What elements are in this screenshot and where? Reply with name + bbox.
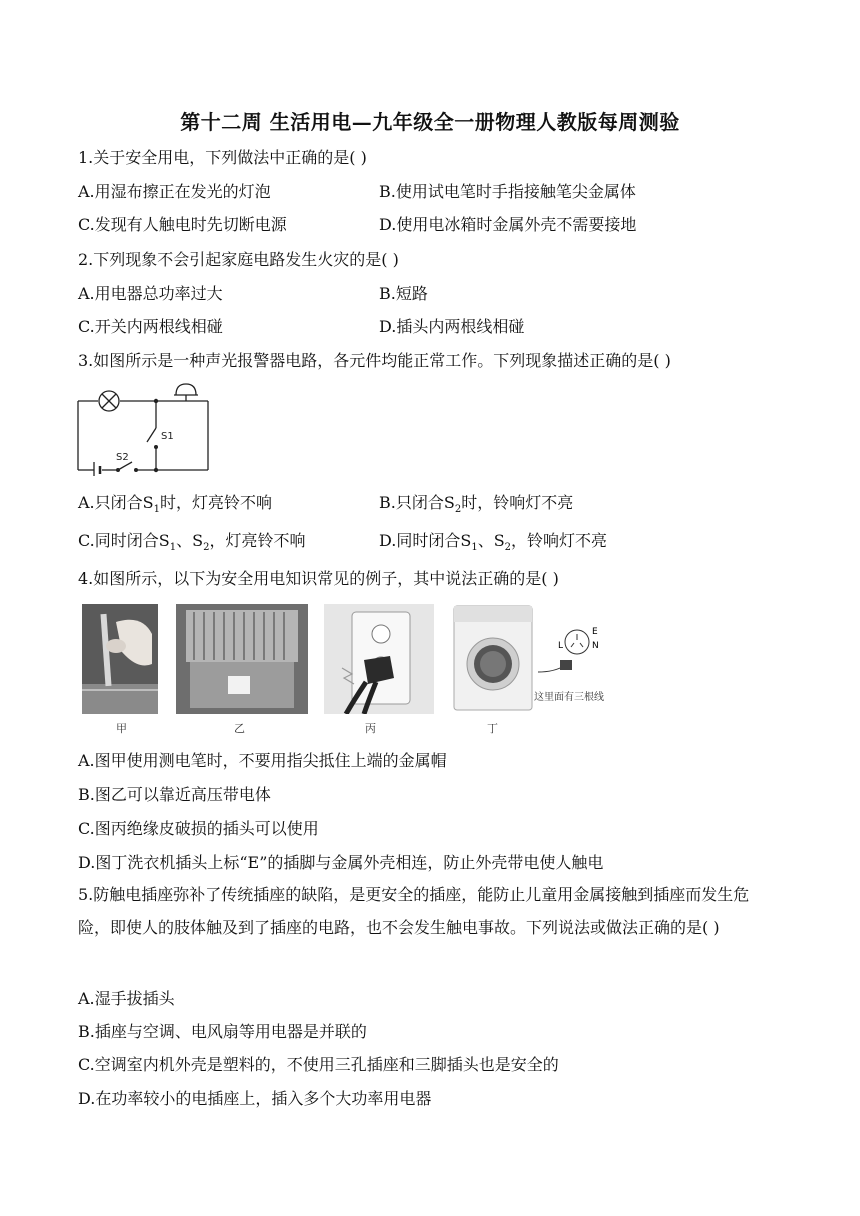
caption-yi: 乙 xyxy=(234,722,245,735)
bell-icon xyxy=(174,384,198,401)
question-4-option-d: D.图丁洗衣机插头上标“E”的插脚与金属外壳相连，防止外壳带电使人触电 xyxy=(78,853,604,872)
question-2-option-a: A.用电器总功率过大 xyxy=(78,284,223,303)
test-pen-photo xyxy=(82,604,158,714)
alarm-circuit-diagram xyxy=(74,380,214,476)
question-4-option-c: C.图丙绝缘皮破损的插头可以使用 xyxy=(78,819,319,838)
switch-s2-label: S2 xyxy=(116,452,129,463)
question-4-option-a: A.图甲使用测电笔时，不要用指尖抵住上端的金属帽 xyxy=(78,751,447,770)
plug-label-l: L xyxy=(558,641,564,651)
question-1-option-c: C.发现有人触电时先切断电源 xyxy=(78,215,287,234)
question-3-stem: 3.如图所示是一种声光报警器电路，各元件均能正常工作。下列现象描述正确的是( ) xyxy=(78,351,671,370)
question-5-option-a: A.湿手拔插头 xyxy=(78,989,175,1008)
caption-bing: 丙 xyxy=(365,722,376,735)
page-title: 第十二周 生活用电—九年级全一册物理人教版每周测验 xyxy=(180,110,680,134)
question-5-option-b: B.插座与空调、电风扇等用电器是并联的 xyxy=(78,1022,367,1041)
question-2-option-d: D.插头内两根线相碰 xyxy=(379,317,525,336)
switch-s1-label: S1 xyxy=(161,431,174,442)
question-2-option-c: C.开关内两根线相碰 xyxy=(78,317,223,336)
question-2-stem: 2.下列现象不会引起家庭电路发生火灾的是( ) xyxy=(78,250,399,269)
three-pin-plug-diagram xyxy=(534,620,624,690)
caption-ding: 丁 xyxy=(487,722,498,735)
washer-note: 这里面有三根线 xyxy=(534,692,604,703)
washing-machine-photo xyxy=(452,604,534,714)
question-5-option-d: D.在功率较小的电插座上，插入多个大功率用电器 xyxy=(78,1089,432,1108)
question-1-option-d: D.使用电冰箱时金属外壳不需要接地 xyxy=(379,215,637,234)
plug-label-n: N xyxy=(592,641,599,651)
caption-jia: 甲 xyxy=(116,722,127,735)
question-5-option-c: C.空调室内机外壳是塑料的，不使用三孔插座和三脚插头也是安全的 xyxy=(78,1055,559,1074)
question-3-option-a: A.只闭合$S_1$时，灯亮铃不响 xyxy=(78,493,272,516)
question-1-stem: 1.关于安全用电，下列做法中正确的是( ) xyxy=(78,148,367,167)
plug-label-e: E xyxy=(592,627,598,637)
question-1-option-a: A.用湿布擦正在发光的灯泡 xyxy=(78,182,271,201)
question-3-option-b: B.只闭合$S_2$时，铃响灯不亮 xyxy=(379,493,574,516)
question-5-stem: 5.防触电插座弥补了传统插座的缺陷，是更安全的插座，能防止儿童用金属接触到插座而发生危险，即使人的肢体触及到了插座的电路，也不会发生触电事故。下列说法或做法正确的是( ) xyxy=(78,885,750,937)
question-3-option-d: D.同时闭合$S_1$、$S_2$，铃响灯不亮 xyxy=(379,531,608,554)
question-4-option-b: B.图乙可以靠近高压带电体 xyxy=(78,785,271,804)
question-1-option-b: B.使用试电笔时手指接触笔尖金属体 xyxy=(379,182,636,201)
socket-plug-photo xyxy=(324,604,434,714)
question-3-option-c: C.同时闭合$S_1$、$S_2$，灯亮铃不响 xyxy=(78,531,306,554)
question-2-option-b: B.短路 xyxy=(379,284,428,303)
question-4-stem: 4.如图所示，以下为安全用电知识常见的例子，其中说法正确的是( ) xyxy=(78,569,559,588)
transformer-photo xyxy=(176,604,308,714)
